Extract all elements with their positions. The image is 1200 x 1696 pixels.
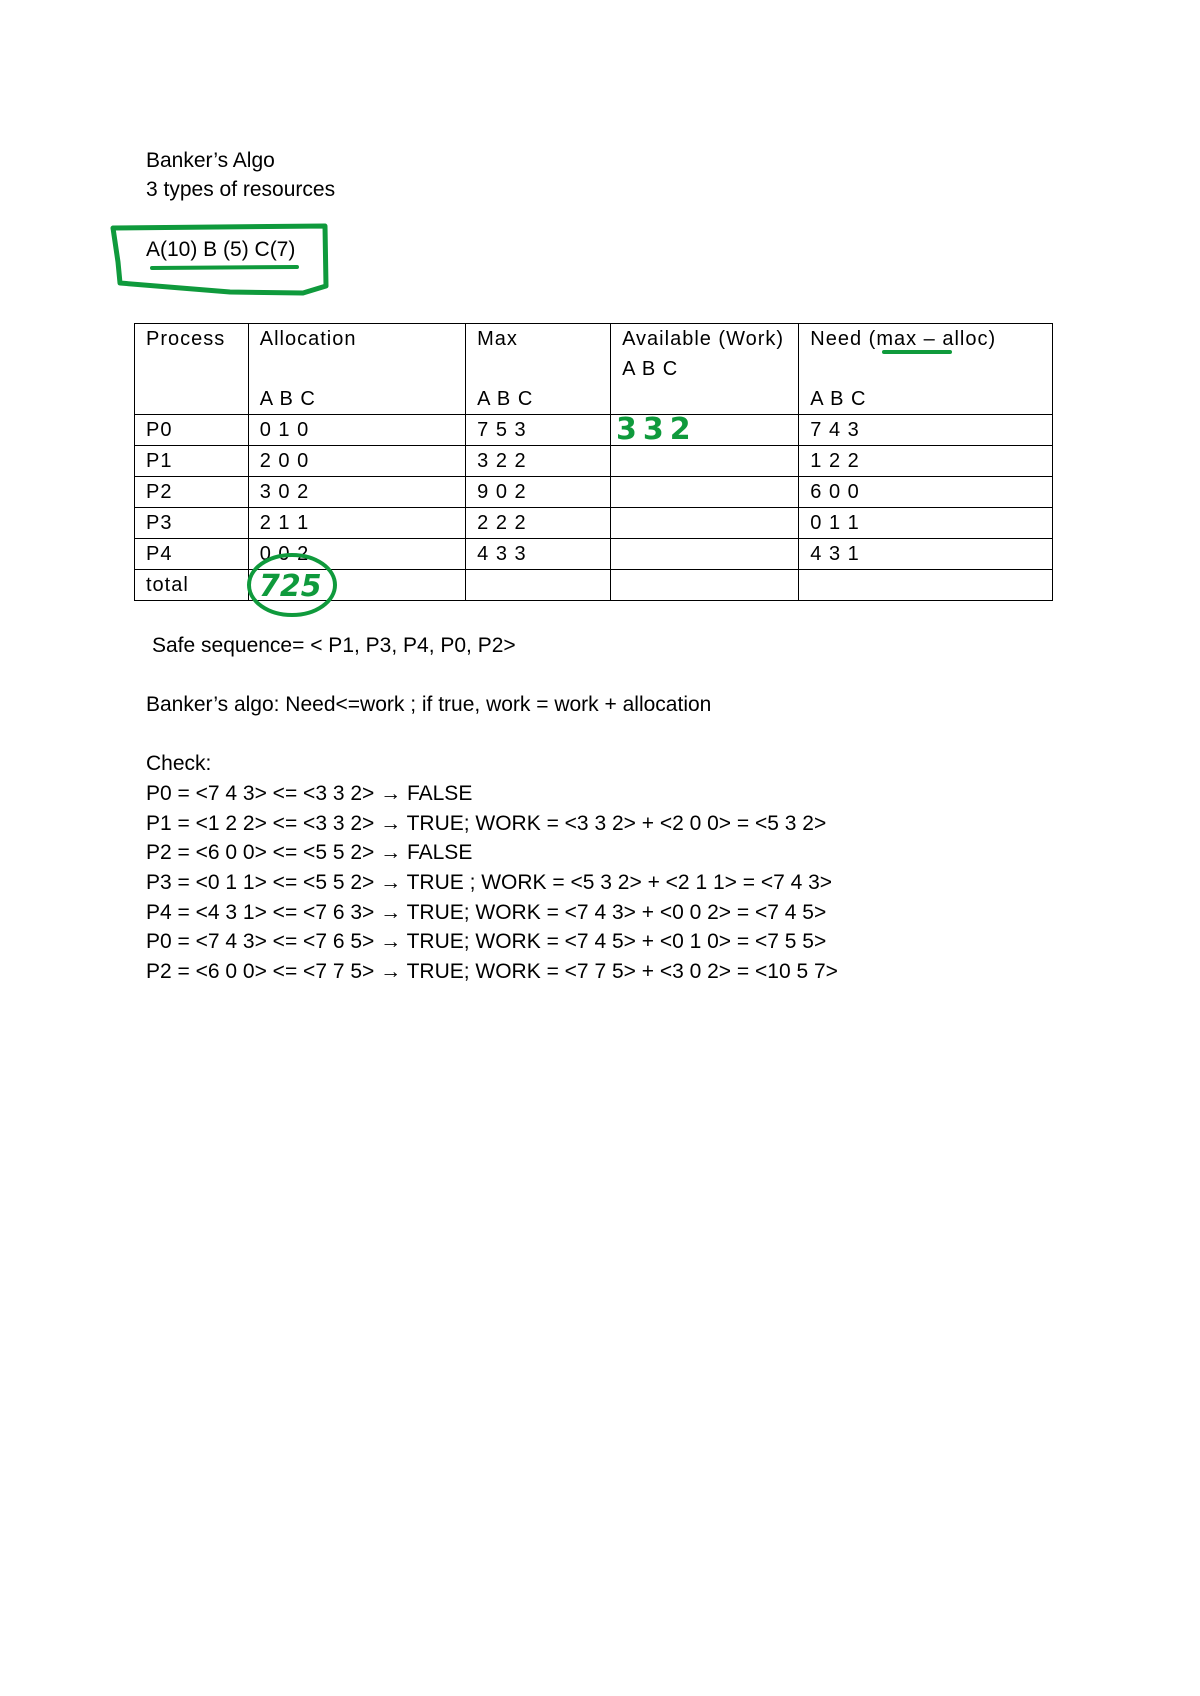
check-line: P0 = <7 4 3> <= <3 3 2> → FALSE xyxy=(146,782,473,805)
cell-allocation: 0 0 2 xyxy=(248,539,465,570)
page-title: Banker’s Algo xyxy=(146,149,275,172)
check-line: P2 = <6 0 0> <= <5 5 2> → FALSE xyxy=(146,841,473,864)
check-line: P0 = <7 4 3> <= <7 6 5> → TRUE; WORK = <7 4 5> + <0 1 0> = <7 5 5> xyxy=(146,930,827,953)
header-available: Available (Work) A B C xyxy=(611,324,799,415)
cell-total-allocation xyxy=(248,570,465,601)
cell-available xyxy=(611,415,799,446)
cell-max: 4 3 3 xyxy=(466,539,611,570)
cell-process: P4 xyxy=(135,539,249,570)
cell-available xyxy=(611,508,799,539)
cell-available xyxy=(611,477,799,508)
cell-process: P1 xyxy=(135,446,249,477)
table-header-row xyxy=(135,324,1053,415)
table-row xyxy=(135,508,1053,539)
cell-total-need xyxy=(799,570,1053,601)
cell-process: P0 xyxy=(135,415,249,446)
cell-need: 1 2 2 xyxy=(799,446,1053,477)
page-subtitle: 3 types of resources xyxy=(146,178,336,201)
cell-process: P3 xyxy=(135,508,249,539)
table-row xyxy=(135,446,1053,477)
cell-need: 0 1 1 xyxy=(799,508,1053,539)
safe-sequence: Safe sequence= < P1, P3, P4, P0, P2> xyxy=(152,634,516,657)
header-need: Need (max – alloc) A B C xyxy=(799,324,1053,415)
cell-allocation: 3 0 2 xyxy=(248,477,465,508)
check-line: P4 = <4 3 1> <= <7 6 3> → TRUE; WORK = <7 4 3> + <0 0 2> = <7 4 5> xyxy=(146,901,827,924)
table-total-row xyxy=(135,570,1053,601)
cell-allocation: 2 0 0 xyxy=(248,446,465,477)
algorithm-rule: Banker’s algo: Need<=work ; if true, work = work + allocation xyxy=(146,693,712,716)
cell-max: 2 2 2 xyxy=(466,508,611,539)
cell-max: 7 5 3 xyxy=(466,415,611,446)
cell-available xyxy=(611,446,799,477)
cell-total-max xyxy=(466,570,611,601)
cell-need: 6 0 0 xyxy=(799,477,1053,508)
cell-allocation: 0 1 0 xyxy=(248,415,465,446)
bankers-table xyxy=(134,323,1053,601)
resources-underline xyxy=(152,267,297,268)
header-allocation: Allocation A B C xyxy=(248,324,465,415)
resource-totals: A(10) B (5) C(7) xyxy=(146,238,296,261)
cell-available xyxy=(611,539,799,570)
table-row xyxy=(135,477,1053,508)
handwritten-available-value: 332 xyxy=(616,412,697,447)
header-max: Max A B C xyxy=(466,324,611,415)
cell-need: 4 3 1 xyxy=(799,539,1053,570)
cell-allocation: 2 1 1 xyxy=(248,508,465,539)
cell-need: 7 4 3 xyxy=(799,415,1053,446)
cell-total-label: total xyxy=(135,570,249,601)
check-line: P1 = <1 2 2> <= <3 3 2> → TRUE; WORK = <3 3 2> + <2 0 0> = <5 3 2> xyxy=(146,812,827,835)
cell-total-available xyxy=(611,570,799,601)
check-title: Check: xyxy=(146,752,212,775)
cell-max: 9 0 2 xyxy=(466,477,611,508)
table-row xyxy=(135,415,1053,446)
handwritten-total-value: 725 xyxy=(259,569,322,604)
header-process: Process xyxy=(135,324,249,415)
check-line: P2 = <6 0 0> <= <7 7 5> → TRUE; WORK = <7 7 5> + <3 0 2> = <10 5 7> xyxy=(146,960,838,983)
table-row xyxy=(135,539,1053,570)
check-line: P3 = <0 1 1> <= <5 5 2> → TRUE ; WORK = <5 3 2> + <2 1 1> = <7 4 3> xyxy=(146,871,833,894)
cell-max: 3 2 2 xyxy=(466,446,611,477)
cell-process: P2 xyxy=(135,477,249,508)
